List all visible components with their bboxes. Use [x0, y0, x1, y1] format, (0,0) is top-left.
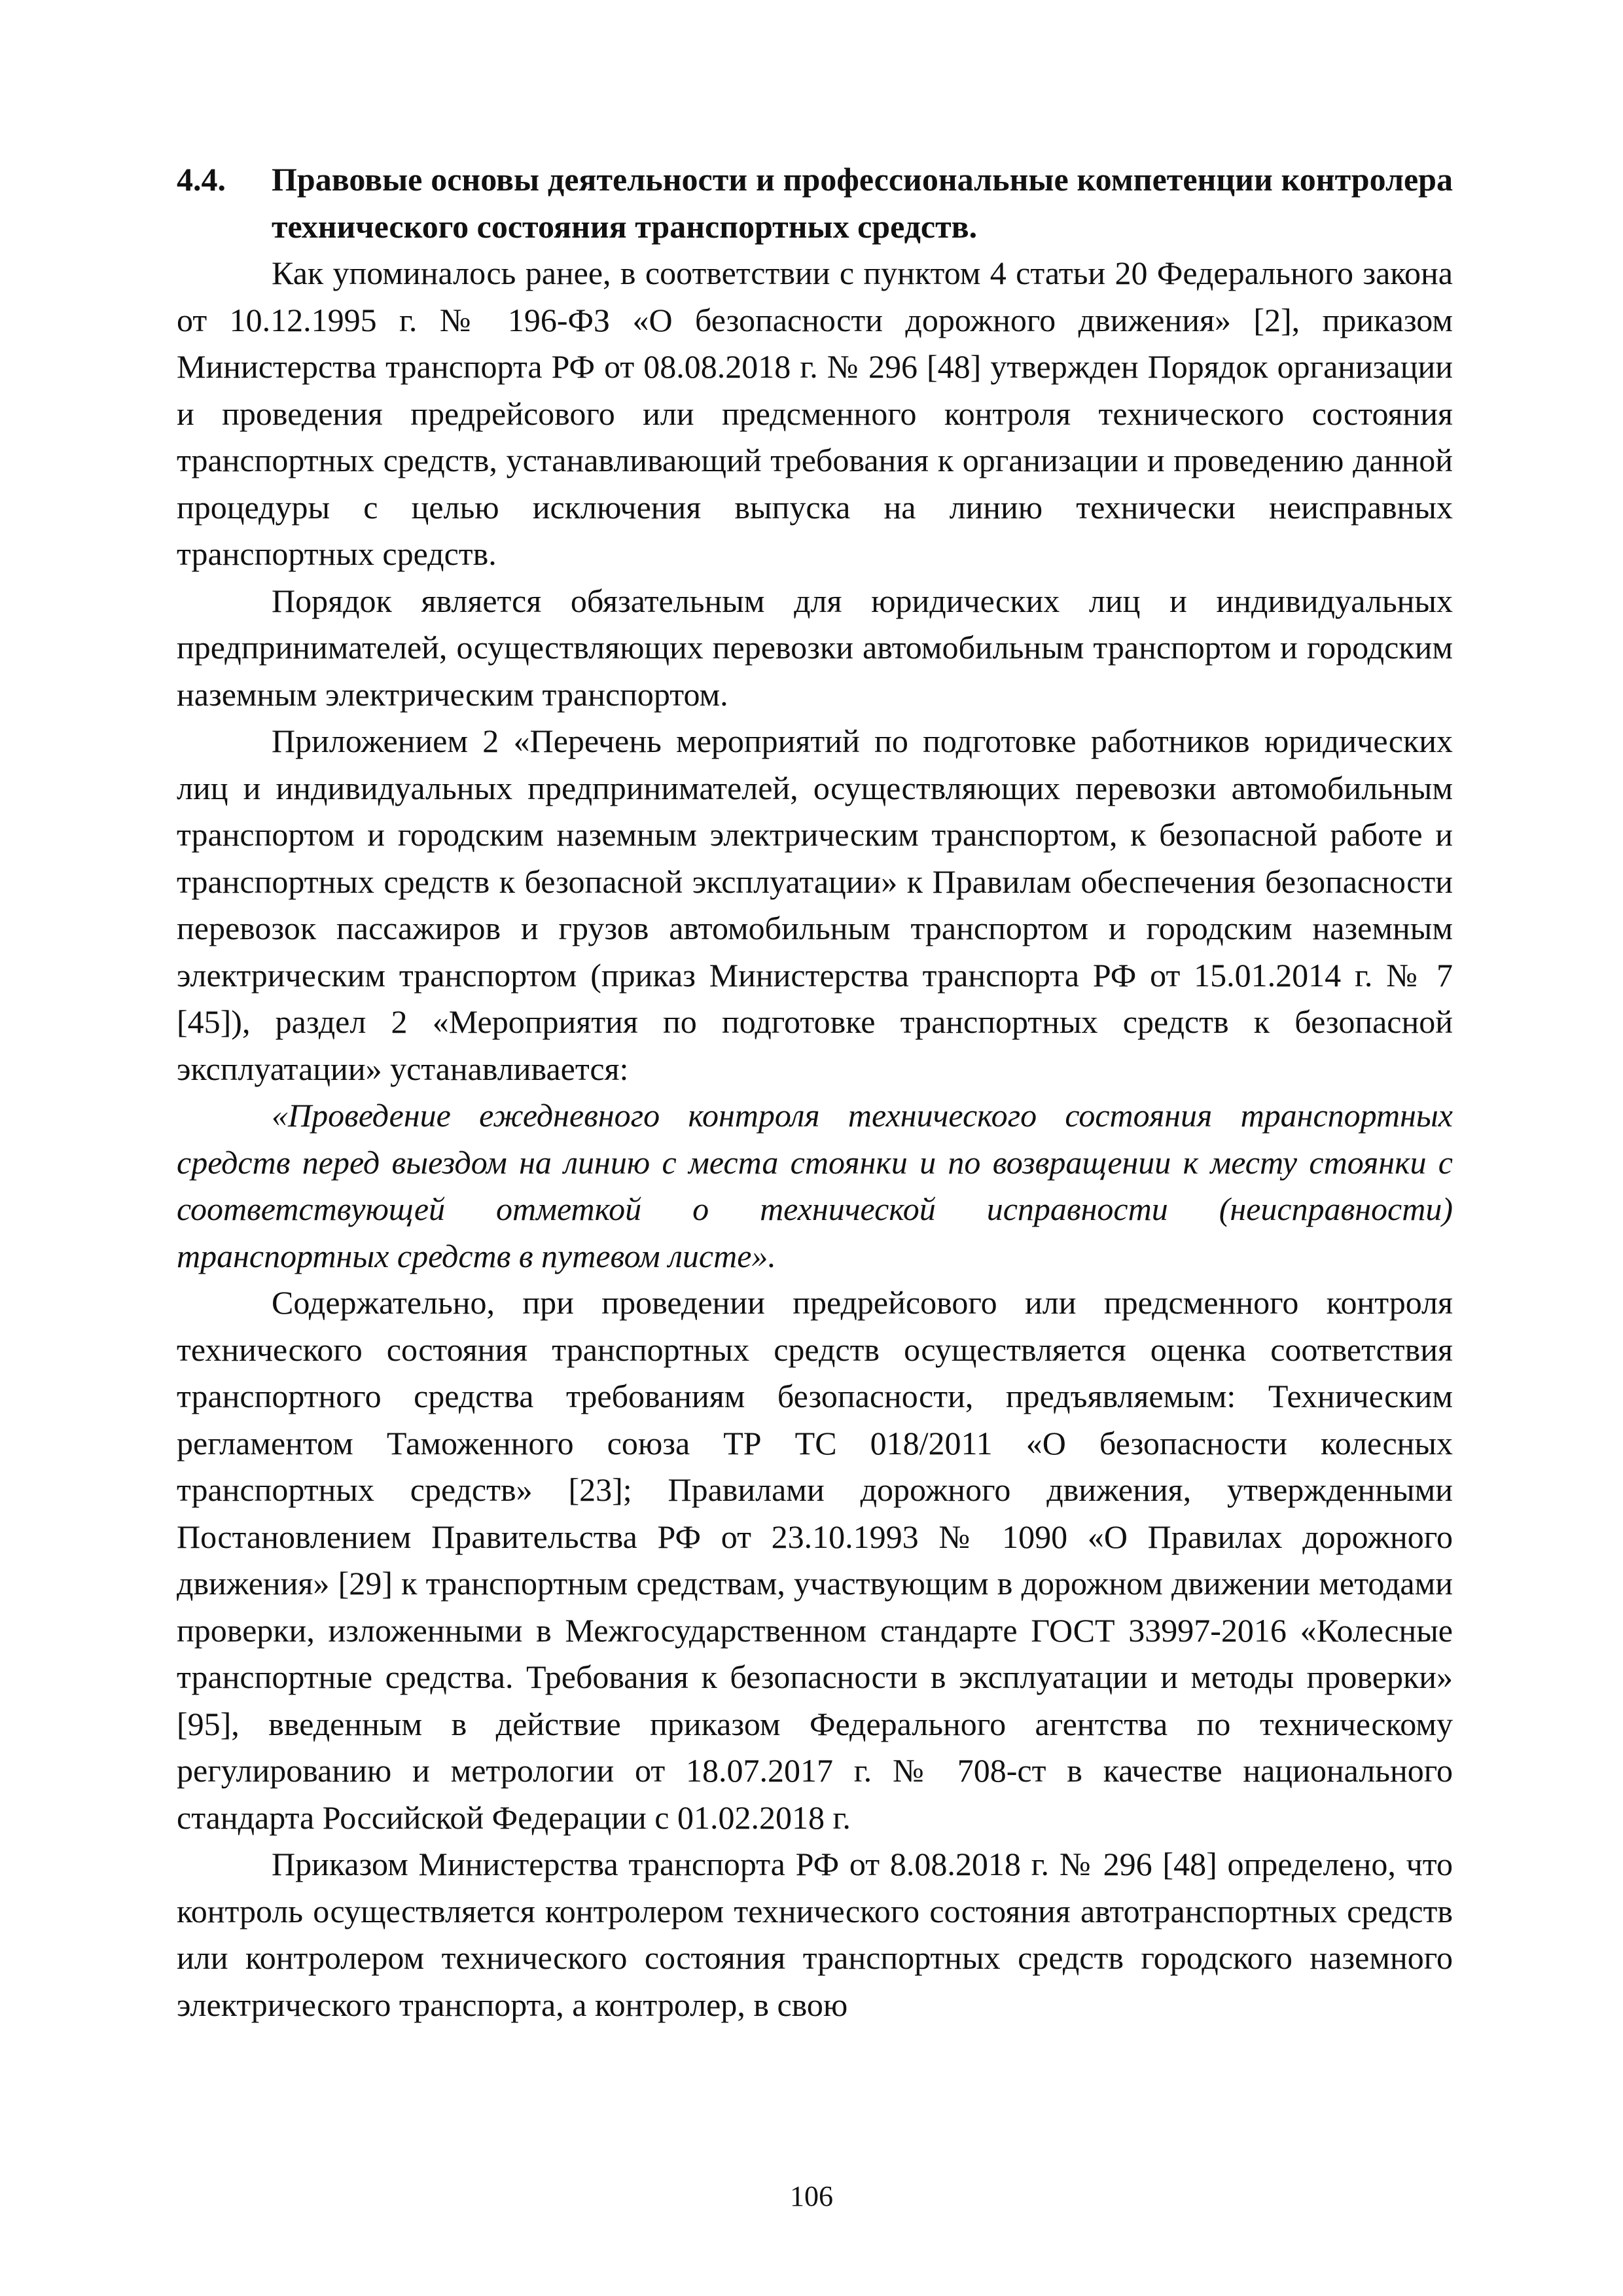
page-number: 106: [790, 2180, 833, 2212]
paragraph-control-content: Содержательно, при проведении предрейсового или предсменного контроля технического состояния транспортных средств осуществляется оценка соответствия транспортного средства требованиям безопасности, предъявляемым: Техническим регламентом Таможенного союза ТР ТС 018/2011 «О безопасности колесных транспортных средств» [23]; Правилами дорожного движения, утвержденными Постановлением Правительства РФ от 23.10.1993 № 1090 «О Правилах дорожного движения» [29] к транспортным средствам, участвующим в дорожном движении методами проверки, изложенными в Межгосударственном стандарте ГОСТ 33997-2016 «Колесные транспортные средства. Требования к безопасности в эксплуатации и методы проверки» [95], введенным в действие приказом Федерального агентства по техническому регулированию и метрологии от 18.07.2017 г. № 708-ст в качестве национального стандарта Российской Федерации с 01.02.2018 г.: [177, 1284, 1453, 1836]
section-heading: [177, 156, 1453, 250]
paragraph-appendix-2: Приложением 2 «Перечень мероприятий по подготовке работников юридических лиц и индивидуальных предпринимателей, осуществляющих перевозки автомобильным транспортом и городским наземным электрическим транспортом, к безопасной работе и транспортных средств к безопасной эксплуатации» к Правилам обеспечения безопасности перевозок пассажиров и грузов автомобильным транспортом и городским наземным электрическим транспортом (приказ Министерства транспорта РФ от 15.01.2014 г. № 7 [45]), раздел 2 «Мероприятия по подготовке транспортных средств к безопасной эксплуатации» устанавливается:: [177, 723, 1453, 1087]
quoted-requirement: «Проведение ежедневного контроля технического состояния транспортных средств перед выездом на линию с места стоянки и по возвращении к месту стоянки с соответствующей отметкой о технической исправности (неисправности) транспортных средств в путевом листе».: [177, 1097, 1453, 1274]
paragraph-controller-definition: Приказом Министерства транспорта РФ от 8.08.2018 г. № 296 [48] определено, что контроль осуществляется контролером технического состояния автотранспортных средств или контролером технического состояния транспортных средств городского наземного электрического транспорта, а контролер, в свою: [177, 1846, 1453, 2023]
page-content: [177, 156, 1453, 2028]
section-number: 4.4.: [177, 161, 226, 198]
paragraph-order-approval: Как упоминалось ранее, в соответствии с пунктом 4 статьи 20 Федерального закона от 10.12.1995 г. № 196-ФЗ «О безопасности дорожного движения» [2], приказом Министерства транспорта РФ от 08.08.2018 г. № 296 [48] утвержден Порядок организации и проведения предрейсового или предсменного контроля технического состояния транспортных средств, устанавливающий требования к организации и проведению данной процедуры с целью исключения выпуска на линию технически неисправных транспортных средств.: [177, 255, 1453, 572]
paragraph-order-scope: Порядок является обязательным для юридических лиц и индивидуальных предпринимателей, осуществляющих перевозки автомобильным транспортом и городским наземным электрическим транспортом.: [177, 582, 1453, 713]
section-title: Правовые основы деятельности и профессиональные компетенции контролера технического состояния транспортных средств.: [272, 161, 1453, 245]
